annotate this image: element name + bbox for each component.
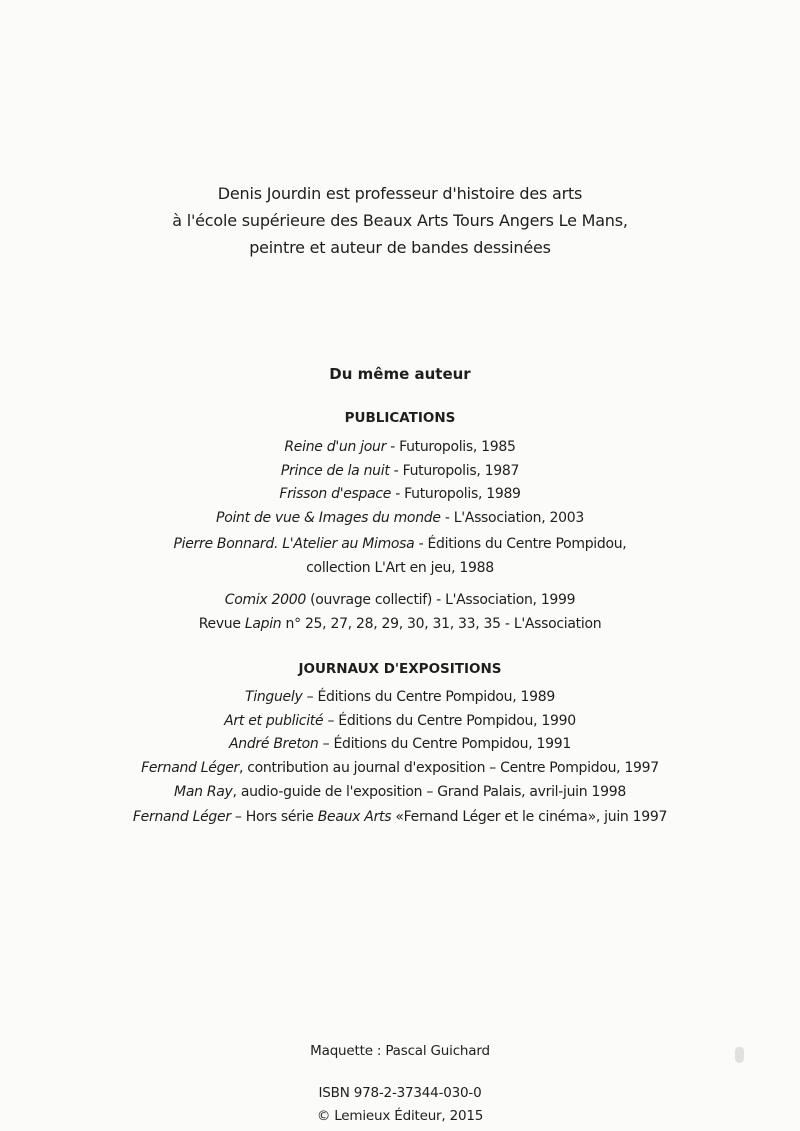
publication-entry-continued: collection L'Art en jeu, 1988 (306, 559, 494, 576)
publication-entry: Comix 2000 (ouvrage collectif) - L'Association, 1999 (224, 592, 576, 608)
expositions-extra (0, 806, 800, 830)
isbn-number: ISBN 978-2-37344-030-0 (318, 1085, 482, 1101)
publications-group-1 (0, 436, 800, 531)
publication-entry: Frisson d'espace - Futuropolis, 1989 (279, 486, 521, 503)
publication-entry: Pierre Bonnard. L'Atelier au Mimosa - Éditions du Centre Pompidou, (173, 536, 627, 552)
publication-entry: Reine d'un jour - Futuropolis, 1985 (284, 439, 516, 455)
same-author-heading: Du même auteur (329, 365, 471, 383)
bio-line: à l'école supérieure des Beaux Arts Tours Angers Le Mans, (172, 211, 628, 230)
publication-entry: Point de vue & Images du monde - L'Association, 2003 (216, 510, 584, 527)
copyright-notice: © Lemieux Éditeur, 2015 (316, 1108, 484, 1124)
publication-entry: Prince de la nuit - Futuropolis, 1987 (280, 462, 520, 479)
exposition-entry: Fernand Léger – Hors série Beaux Arts «Fernand Léger et le cinéma», juin 1997 (132, 809, 668, 825)
exposition-entry: Art et publicité – Éditions du Centre Pompidou, 1990 (224, 712, 576, 729)
exposition-entry: André Breton – Éditions du Centre Pompidou, 1991 (228, 736, 571, 753)
publications-heading: PUBLICATIONS (344, 410, 456, 426)
exposition-entry: Tinguely – Éditions du Centre Pompidou, 1989 (244, 689, 555, 705)
paper-speck (735, 1047, 744, 1063)
expositions-list (0, 686, 800, 805)
exposition-entry: Man Ray, audio-guide de l'exposition – Grand Palais, avril-juin 1998 (174, 783, 626, 800)
publication-entry: Revue Lapin n° 25, 27, 28, 29, 30, 31, 33, 35 - L'Association (198, 615, 602, 632)
bio-line: peintre et auteur de bandes dessinées (249, 238, 551, 257)
author-bio (0, 180, 800, 261)
bio-line: Denis Jourdin est professeur d'histoire des arts (217, 184, 583, 203)
publications-group-2 (0, 533, 800, 580)
publications-group-3 (0, 589, 800, 636)
expositions-heading: JOURNAUX D'EXPOSITIONS (298, 661, 502, 677)
exposition-entry: Fernand Léger, contribution au journal d'exposition – Centre Pompidou, 1997 (141, 760, 659, 777)
layout-credit: Maquette : Pascal Guichard (310, 1043, 490, 1059)
